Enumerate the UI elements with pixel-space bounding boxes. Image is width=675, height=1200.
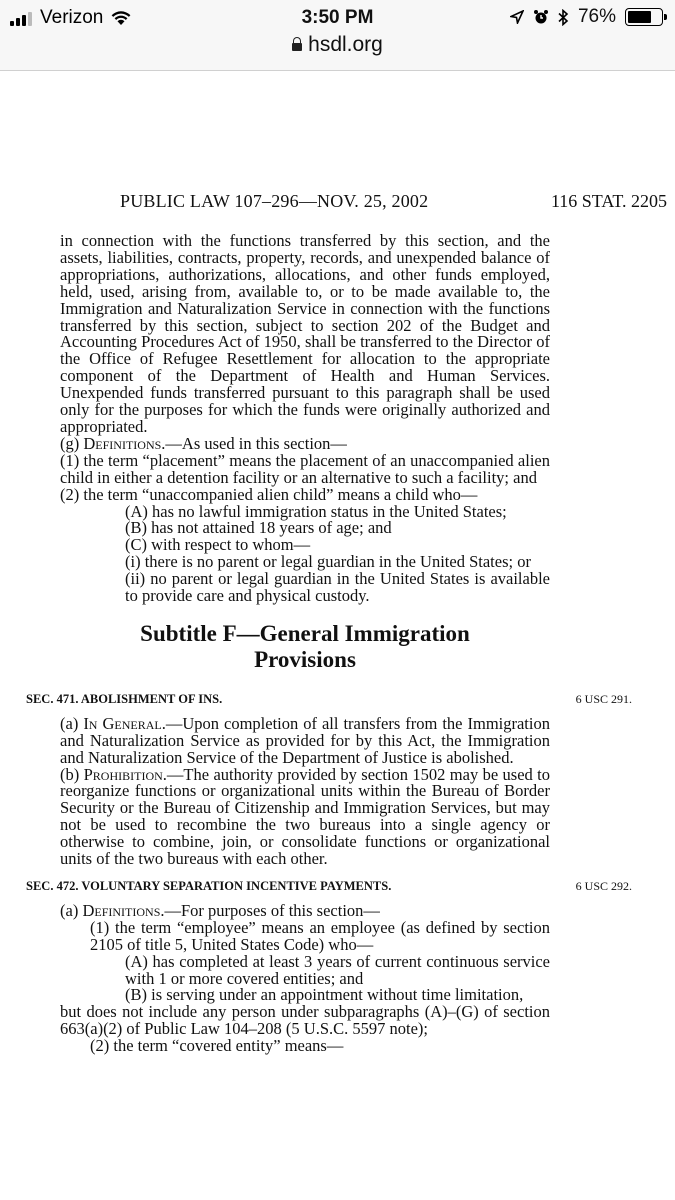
clause-a: (A) has no lawful immigration status in the United States; xyxy=(125,501,507,521)
clause-c: (C) with respect to whom— xyxy=(125,535,311,555)
section-472-a-1-A: (A) has completed at least 3 years of current continuous service with 1 or more covered entities; and xyxy=(125,951,550,988)
status-bar xyxy=(0,0,675,71)
battery-percent: 76% xyxy=(577,6,616,27)
section-472-a-2: (2) the term “covered entity” means— xyxy=(90,1036,344,1056)
section-471-b: (b) Prohibition.—The authority provided by section 1502 may be used to reorganize functions or organizational units within the Bureau of Border Security or the Bureau of Citizenship and Immigration Services, but may not be used to recombine the two bureaus into a single agency or otherwise to combine, join, or consolidate functions or organizational units of the two bureaus with each other. xyxy=(60,764,550,869)
clause-b: (B) has not attained 18 years of age; and xyxy=(125,518,392,538)
usc-margin-note: 6 USC 291. xyxy=(575,691,632,706)
section-472-a: (a) Definitions.—For purposes of this section— xyxy=(60,900,380,920)
definitions-subsection: (g) Definitions.—As used in this section— xyxy=(60,433,347,453)
url-text: hsdl.org xyxy=(308,33,383,56)
running-head: PUBLIC LAW 107–296—NOV. 25, 2002 xyxy=(120,191,429,211)
lock-icon xyxy=(292,43,302,51)
battery-icon xyxy=(625,8,663,26)
usc-margin-note: 6 USC 292. xyxy=(575,879,632,893)
section-472-a-1: (1) the term “employee” means an employee (as defined by section 2105 of title 5, United States Code) who— xyxy=(90,917,550,954)
status-icons xyxy=(510,6,663,28)
section-472-exclusion: but does not include any person under subparagraphs (A)–(G) of section 663(a)(2) of Public Law 104–208 (5 U.S.C. 5597 note); xyxy=(60,1002,550,1039)
continued-paragraph: in connection with the functions transferred by this section, and the assets, liabilities, contracts, property, records, and unexpended balance of appropriations, authorizations, allocations, and other funds employed, held, used, arising from, available to, or to be made available to, the Immigration and Naturalization Service in connection with the functions transferred by this section, subject to section 202 of the Budget and Accounting Procedures Act of 1950, shall be transferred to the Director of the Office of Refugee Resettlement for allocation to the appropriate component of the Department of Health and Human Services. Unexpended funds transferred pursuant to this paragraph shall be used only for the purposes for which the funds were originally authorized and appropriated. xyxy=(60,231,550,436)
address-bar[interactable] xyxy=(0,33,675,57)
document-body xyxy=(26,231,632,1056)
clock: 3:50 PM xyxy=(301,7,374,28)
subtitle-heading: Subtitle F—General Immigration Provisions xyxy=(140,620,470,672)
carrier-name: Verizon xyxy=(40,7,104,28)
clause-c-ii: (ii) no parent or legal guardian in the United States is available to provide care and physical custody. xyxy=(125,569,550,606)
section-471-heading: SEC. 471. ABOLISHMENT OF INS. 6 USC 291. xyxy=(26,691,632,706)
alarm-icon xyxy=(533,9,549,25)
section-472-a-1-B: (B) is serving under an appointment without time limitation, xyxy=(125,985,524,1005)
location-arrow-icon xyxy=(510,10,524,24)
clause-c-i: (i) there is no parent or legal guardian in the United States; or xyxy=(125,552,531,572)
section-472-heading: SEC. 472. VOLUNTARY SEPARATION INCENTIVE PAYMENTS. 6 USC 292. xyxy=(26,879,632,893)
document-page xyxy=(0,70,675,1200)
definition-placement: (1) the term “placement” means the placement of an unaccompanied alien child in either a detention facility or an alternative to such a facility; and xyxy=(60,450,550,487)
bluetooth-icon xyxy=(558,9,569,26)
definition-unaccompanied-child: (2) the term “unaccompanied alien child” means a child who— xyxy=(60,484,478,504)
section-471-a: (a) In General.—Upon completion of all transfers from the Immigration and Naturalization Service as provided for by this Act, the Immigration and Naturalization Service of the Department of Justice is abolished. xyxy=(60,713,550,767)
stat-page-reference: 116 STAT. 2205 xyxy=(550,191,667,211)
